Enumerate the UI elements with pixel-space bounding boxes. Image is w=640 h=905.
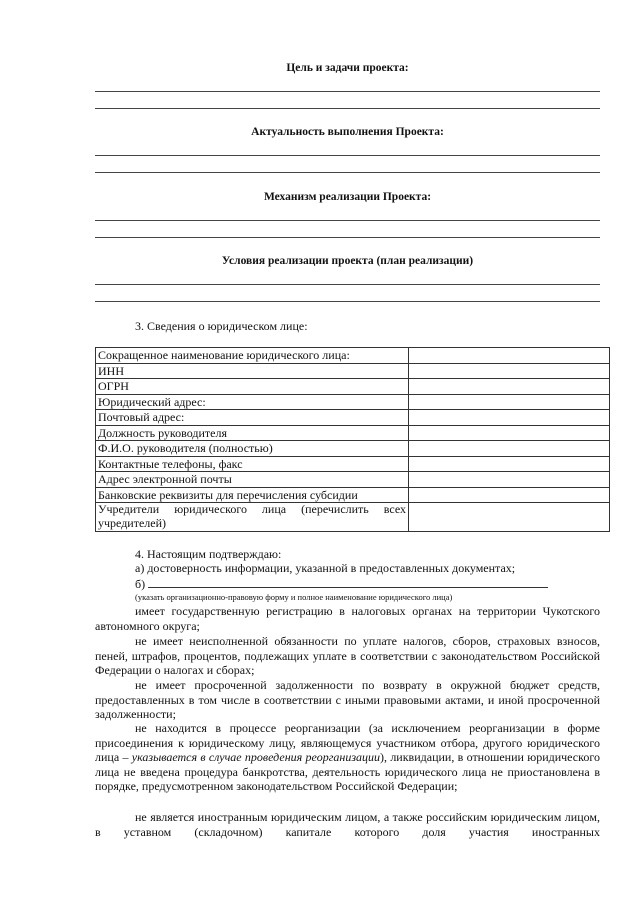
table-row [96,472,610,488]
blank-line [95,220,600,221]
row-label: Банковские реквизиты для перечисления субсидии [96,487,409,503]
blank-line [95,108,600,109]
table-row [96,394,610,410]
item-b-hint: (указать организационно-правовую форму и полное наименование юридического лица) [135,592,453,602]
condition-paragraph: не имеет неисполненной обязанности по уплате налогов, сборов, страховых взносов, пеней, штрафов, процентов, подлежащих уплате в соответствии с законодательством Российской Федерации о налогах и сборах; [95,634,600,677]
value-cell[interactable] [409,456,610,472]
value-cell[interactable] [409,394,610,410]
section-title-relevance: Актуальность выполнения Проекта: [251,126,444,138]
value-cell[interactable] [409,503,610,532]
row-label: Учредители юридического лица (перечислить всех учредителей) [96,503,409,532]
blank-line [95,91,600,92]
row-label: Должность руководителя [96,425,409,441]
table-row [96,379,610,395]
table-row [96,410,610,426]
table-row [96,363,610,379]
blank-line [95,172,600,173]
confirm-heading: 4. Настоящим подтверждаю: [135,547,282,561]
row-label: Ф.И.О. руководителя (полностью) [96,441,409,457]
table-row [96,425,610,441]
condition-paragraph: имеет государственную регистрацию в налоговых органах на территории Чукотского автономного округа; [95,604,600,633]
p4-italic-note: указывается в случае проведения реорганизации [131,750,381,764]
p4-text-b: ), ликвидации, в отношении юридического лица не введена процедура банкротства, деятельность юридического лица не приостановлена в порядке, предусмотренном законодательством Российской Федерации; [95,750,600,793]
table-row [96,348,610,364]
legal-entity-table [95,347,610,532]
condition-paragraph: не является иностранным юридическим лицом, а также российским юридическим лицом, в уставном (складочном) капитале которого доля участия иностранных [95,810,600,839]
table-row [96,487,610,503]
blank-line [95,237,600,238]
value-cell[interactable] [409,410,610,426]
blank-line [95,301,600,302]
row-label: Почтовый адрес: [96,410,409,426]
blank-line [95,284,600,285]
row-label: Контактные телефоны, факс [96,456,409,472]
value-cell[interactable] [409,363,610,379]
value-cell[interactable] [409,487,610,503]
section-title-goals: Цель и задачи проекта: [286,62,409,74]
value-cell[interactable] [409,441,610,457]
row-label: Юридический адрес: [96,394,409,410]
value-cell[interactable] [409,425,610,441]
blank-line [95,155,600,156]
confirm-item-b [135,576,555,592]
section-title-mechanism: Механизм реализации Проекта: [263,191,432,203]
item-b-prefix: б) [135,577,146,591]
row-label: ИНН [96,363,409,379]
section-title-conditions: Условия реализации проекта (план реализации) [221,255,474,267]
legal-entity-heading: 3. Сведения о юридическом лице: [135,319,308,333]
table-row [96,456,610,472]
value-cell[interactable] [409,379,610,395]
table-row [96,441,610,457]
value-cell[interactable] [409,472,610,488]
row-label: Адрес электронной почты [96,472,409,488]
confirm-item-a: а) достоверность информации, указанной в предоставленных документах; [135,561,516,575]
condition-paragraph: не имеет просроченной задолженности по возврату в окружной бюджет средств, предоставленных в том числе в соответствии с иными правовыми актами, и иной просроченной задолженности; [95,678,600,721]
p4-text-a: не находится в процессе реорганизации (за исключением реорганизации в форме присоединения к юридическому лицу, являющемуся участником отбора, другого юридического лица – [95,721,600,764]
row-label: Сокращенное наименование юридического лица: [96,348,409,364]
value-cell[interactable] [409,348,610,364]
table-row [96,503,610,532]
condition-paragraph [95,721,600,794]
item-b-blank[interactable] [148,576,548,588]
row-label: ОГРН [96,379,409,395]
